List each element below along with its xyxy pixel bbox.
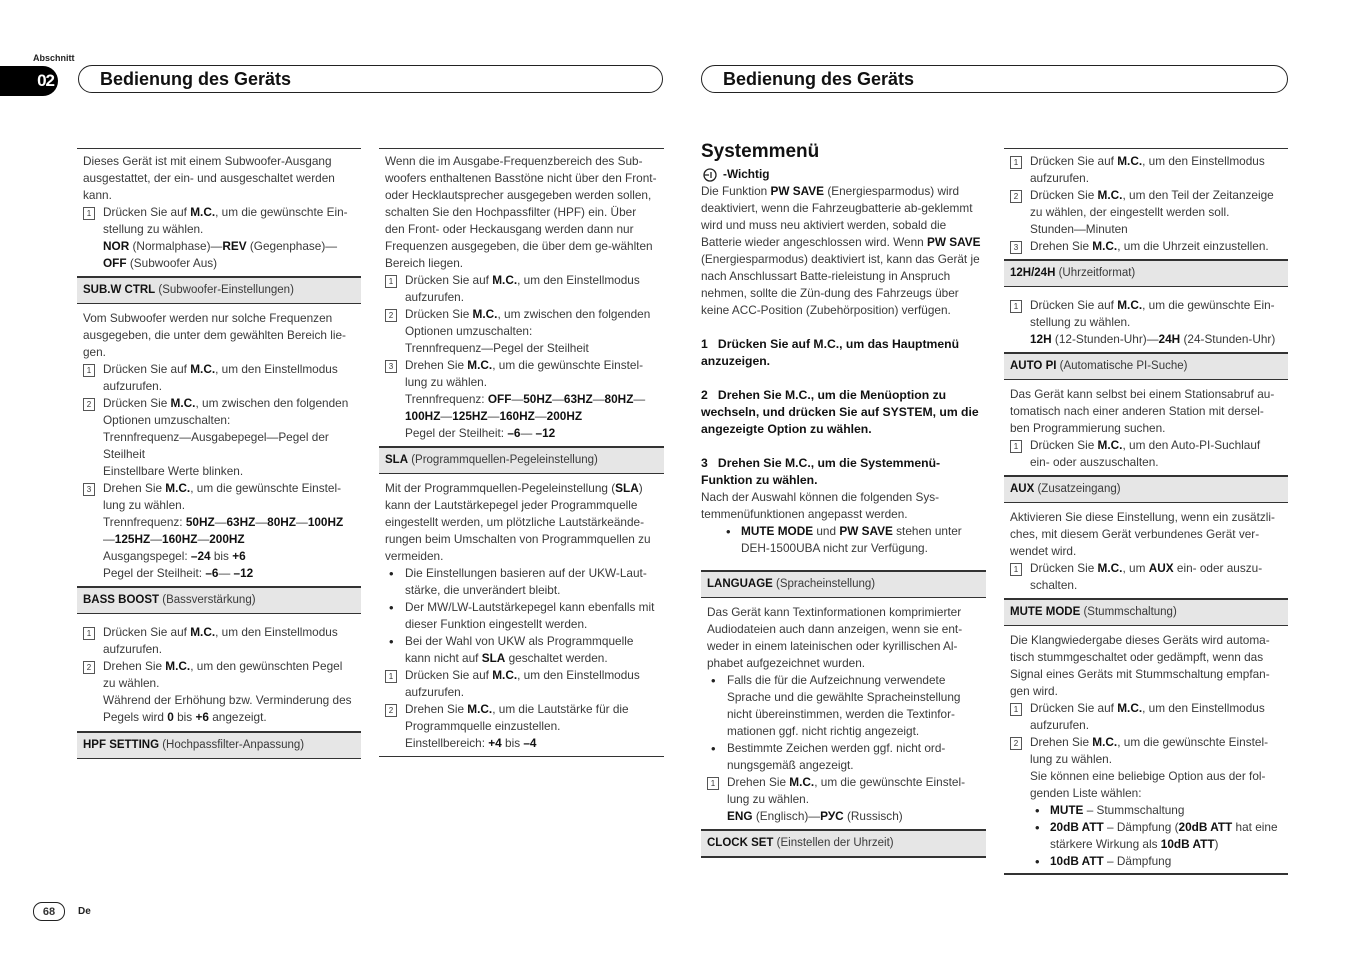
section-heading: 12H/24H (Uhrzeitformat) bbox=[1004, 259, 1288, 287]
page-header-left: Bedienung des Geräts bbox=[78, 65, 663, 93]
language-code: De bbox=[78, 906, 91, 917]
important-label: Wichtig bbox=[726, 167, 770, 181]
section-heading: CLOCK SET (Einstellen der Uhrzeit) bbox=[701, 829, 986, 858]
section-heading: MUTE MODE (Stummschaltung) bbox=[1004, 598, 1288, 626]
warning-hand-icon bbox=[701, 168, 721, 182]
column-3: Systemmenü - Wichtig Die Funktion PW SAVE (Energiesparmodus) wird deaktiviert, wenn die Fahrzeugbatterie ab-geklemmt wird und muss neu aktiviert werden, sobald die Batterie wieder angeschlossen wird. Wenn PW SAVE (Energiesparmodus) deaktiviert ist, kann das Gerät je nach Anschlussart Batte-rieleistung in Anspruch nehmen, sollte die Zün-dung des Fahrzeugs über keine ACC-Position (Zubehörposition) verfügen. 1 Drücken Sie auf M.C., um das Hauptmenü anzuzeigen. 2 Drehen Sie M.C., um die Menüoption zu wechseln, und drücken Sie auf SYSTEM, um die angezeigte Option zu wählen. 3 Drehen Sie M.C., um die Systemmenü-Funktion zu wählen. Nach der Auswahl können die folgenden Sys-temmenüfunktionen angepasst werden. • MUTE MODE und PW SAVE stehen unter DEH-1500UBA nicht zur Verfügung. LANGUAGE (Spracheinstellung) Das Gerät kann Textinformationen komprimierter Audiodateien auch dann anzeigen, wenn sie ent-weder in einem lateinischen oder kyrillischen Al-phabet aufgezeichnet wurden. • Falls die für die Aufzeichnung verwendete Sprache und die gewählte Spracheinstellung nicht übereinstimmen, werden die Textinfor-mationen ggf. nicht richtig angezeigt. • Bestimmte Zeichen werden ggf. nicht ord-nungsgemäß angezeigt. 1 Drehen Sie M.C., um die gewünschte Einstel-lung zu wählen. ENG (Englisch)—РУС (Russisch) CLOCK SET (Einstellen der Uhrzeit) bbox=[701, 143, 986, 864]
page-title: Systemmenü bbox=[701, 141, 820, 162]
column-2: Wenn die im Ausgabe-Frequenzbereich des Sub-woofers enthaltenen Basstöne nicht über den Front- oder Hecklautsprecher ausgegeben werden sollen, schalten Sie den Hochpassfilter (HPF) ein. Über den Front- oder Heckausgang werden dann nur Frequenzen ausgegeben, die über dem ge-wählten Bereich liegen. 1 Drücken Sie auf M.C., um den Einstellmodus aufzurufen. 2 Drücken Sie M.C., um zwischen den folgenden Optionen umzuschalten: Trennfrequenz—Pegel der Steilheit 3 Drehen Sie M.C., um die gewünschte Einstel-lung zu wählen. Trennfrequenz: OFF—50HZ—63HZ—80HZ—100HZ—125HZ—160HZ—200HZ Pegel der Steilheit: –6— –12 SLA (Programmquellen-Pegeleinstellung) Mit der Programmquellen-Pegeleinstellung (SLA) kann der Lautstärkepegel jeder Programmquelle eingestellt werden, um plötzliche Lautstärkeände-rungen beim Umschalten von Programmquellen zu vermeiden. • Die Einstellungen basieren auf der UKW-Laut-stärke, die unverändert bleibt. • Der MW/LW-Lautstärkepegel kann ebenfalls mit dieser Funktion eingestellt werden. • Bei der Wahl von UKW als Programmquelle kann nicht auf SLA geschaltet werden. 1 Drücken Sie auf M.C., um den Einstellmodus aufzurufen. 2 Drehen Sie M.C., um die Lautstärke für die Programmquelle einzustellen. Einstellbereich: +4 bis –4 bbox=[379, 148, 664, 757]
section-heading: AUTO PI (Automatische PI-Suche) bbox=[1004, 352, 1288, 380]
section-heading: SLA (Programmquellen-Pegeleinstellung) bbox=[379, 446, 664, 474]
page-number: 68 bbox=[33, 902, 65, 921]
page-header-right: Bedienung des Geräts bbox=[701, 65, 1288, 93]
section-heading: BASS BOOST (Bassverstärkung) bbox=[77, 586, 361, 614]
column-1: Dieses Gerät ist mit einem Subwoofer-Ausgang ausgestattet, der ein- und ausgeschaltet werden kann. 1 Drücken Sie auf M.C., um die gewünschte Ein-stellung zu wählen. NOR (Normalphase)—REV (Gegenphase)—OFF (Subwoofer Aus) SUB.W CTRL (Subwoofer-Einstellungen) Vom Subwoofer werden nur solche Frequenzen ausgegeben, die unter dem gewählten Bereich lie-gen. 1 Drücken Sie auf M.C., um den Einstellmodus aufzurufen. 2 Drücken Sie M.C., um zwischen den folgenden Optionen umzuschalten: Trennfrequenz—Ausgabepegel—Pegel der Steilheit Einstellbare Werte blinken. 3 Drehen Sie M.C., um die gewünschte Einstel-lung zu wählen. Trennfrequenz: 50HZ—63HZ—80HZ—100HZ—125HZ—160HZ—200HZ Ausgangspegel: –24 bis +6 Pegel der Steilheit: –6— –12 BASS BOOST (Bassverstärkung) 1 Drücken Sie auf M.C., um den Einstellmodus aufzurufen. 2 Drehen Sie M.C., um den gewünschten Pegel zu wählen. Während der Erhöhung bzw. Verminderung des Pegels wird 0 bis +6 angezeigt. HPF SETTING (Hochpassfilter-Anpassung) bbox=[77, 148, 361, 765]
section-heading: AUX (Zusatzeingang) bbox=[1004, 475, 1288, 503]
section-heading: LANGUAGE (Spracheinstellung) bbox=[701, 570, 986, 598]
section-label: Abschnitt bbox=[33, 53, 75, 63]
section-heading: SUB.W CTRL (Subwoofer-Einstellungen) bbox=[77, 276, 361, 304]
column-4: 1 Drücken Sie auf M.C., um den Einstellmodus aufzurufen. 2 Drücken Sie M.C., um den Teil der Zeitanzeige zu wählen, der eingestellt werden soll. Stunden—Minuten 3 Drehen Sie M.C., um die Uhrzeit einzustellen. 12H/24H (Uhrzeitformat) 1 Drücken Sie auf M.C., um die gewünschte Ein-stellung zu wählen. 12H (12-Stunden-Uhr)—24H (24-Stunden-Uhr) AUTO PI (Automatische PI-Suche) Das Gerät kann selbst bei einem Stationsabruf au-tomatisch nach einer anderen Station mit dersel-ben Programmierung suchen. 1 Drücken Sie M.C., um den Auto-PI-Suchlauf ein- oder auszuschalten. AUX (Zusatzeingang) Aktivieren Sie diese Einstellung, wenn ein zusätzli-ches, mit diesem Gerät verbundenes Gerät ver-wendet wird. 1 Drücken Sie M.C., um AUX ein- oder auszu-schalten. MUTE MODE (Stummschaltung) Die Klangwiedergabe dieses Geräts wird automa-tisch stummgeschaltet oder gedämpft, wenn das Signal eines Geräts mit Stummschaltung empfan-gen wird. 1 Drücken Sie auf M.C., um den Einstellmodus aufzurufen. 2 Drehen Sie M.C., um die gewünschte Einstel-lung zu wählen. Sie können eine beliebige Option aus der fol-genden Liste wählen: • MUTE – Stummschaltung • 20dB ATT – Dämpfung (20dB ATT hat eine stärkere Wirkung als 10dB ATT) • 10dB ATT – Dämpfung bbox=[1004, 148, 1288, 875]
section-heading: HPF SETTING (Hochpassfilter-Anpassung) bbox=[77, 731, 361, 759]
section-number-badge: 02 bbox=[0, 66, 58, 96]
